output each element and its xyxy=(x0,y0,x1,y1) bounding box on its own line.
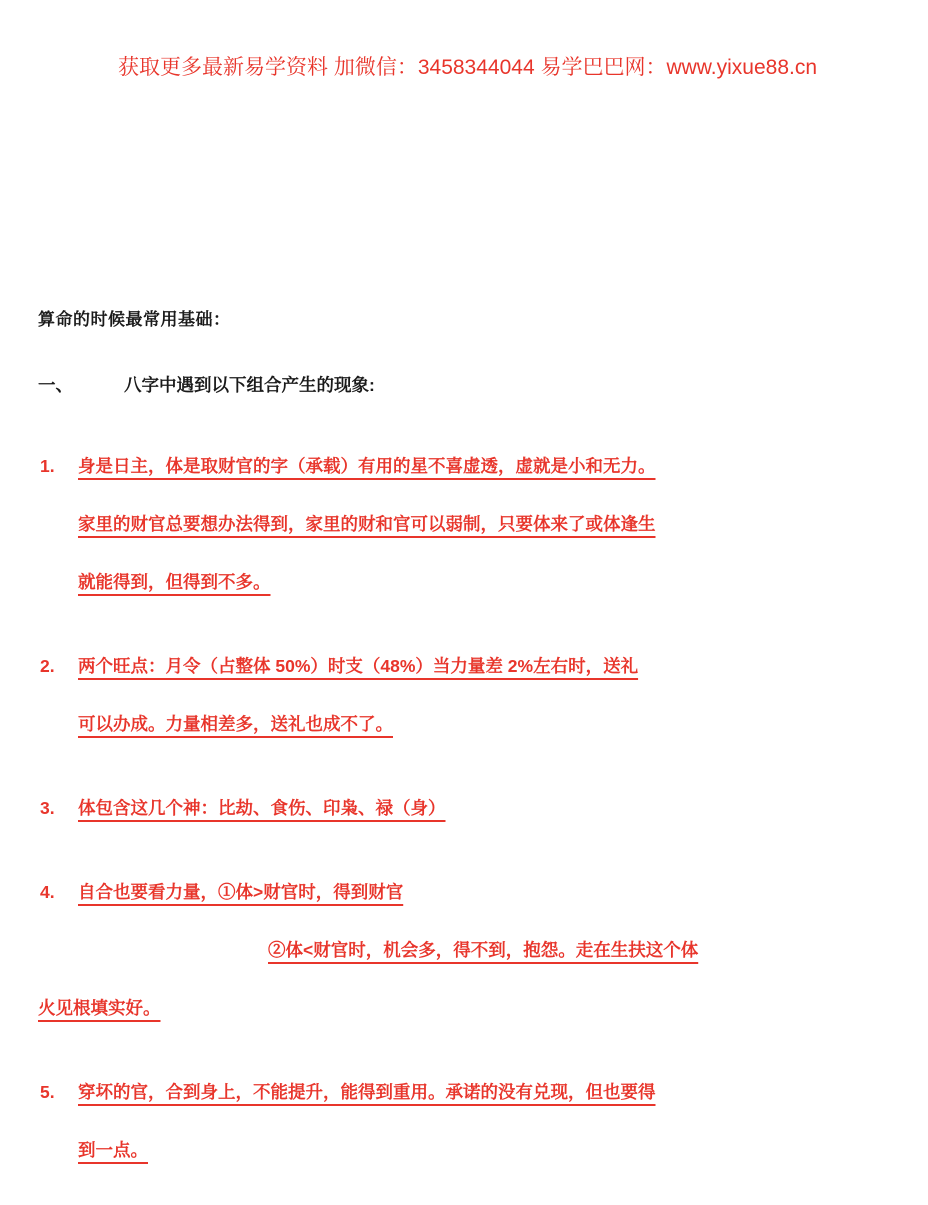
section-heading xyxy=(38,372,896,397)
list-item xyxy=(38,437,896,611)
list-item xyxy=(38,863,896,1037)
list-item-line: 家里的财官总要想办法得到，家里的财和官可以弱制，只要体来了或体逢生 xyxy=(78,514,656,534)
list-item xyxy=(38,637,896,753)
list-item-sub-line: ②体<财官时，机会多，得不到，抱怨。走在生扶这个体 xyxy=(268,940,699,960)
numbered-item-list xyxy=(38,437,896,1179)
list-item xyxy=(38,779,896,837)
list-item-line: 体包含这几个神：比劫、食伤、印枭、禄（身） xyxy=(78,798,446,818)
list-item-marker: 5. xyxy=(40,1082,55,1102)
list-item xyxy=(38,1063,896,1179)
list-item-line: 到一点。 xyxy=(78,1140,148,1160)
list-item-line: 身是日主，体是取财官的字（承载）有用的星不喜虚透，虚就是小和无力。 xyxy=(78,456,656,476)
list-item-line: 自合也要看力量，①体>财官时，得到财官 xyxy=(78,882,404,902)
document-body xyxy=(38,305,896,1205)
section-number: 一、 xyxy=(38,375,73,395)
header-promo-note: 获取更多最新易学资料 加微信：3458344044 易学巴巴网：www.yixue88.cn xyxy=(118,56,818,79)
section-title: 八字中遇到以下组合产生的现象: xyxy=(124,375,375,395)
list-item-line: 可以办成。力量相差多，送礼也成不了。 xyxy=(78,714,393,734)
list-item-continuation-line: 火见根填实好。 xyxy=(38,998,161,1018)
list-item-marker: 4. xyxy=(40,882,55,902)
list-item-marker: 2. xyxy=(40,656,55,676)
list-item-marker: 3. xyxy=(40,798,55,818)
list-item-marker: 1. xyxy=(40,456,55,476)
lead-title: 算命的时候最常用基础： xyxy=(38,310,231,329)
list-item-line: 就能得到，但得到不多。 xyxy=(78,572,271,592)
list-item-line: 穿坏的官，合到身上，不能提升，能得到重用。承诺的没有兑现，但也要得 xyxy=(78,1082,656,1102)
list-item-line: 两个旺点：月令（占整体 50%）时支（48%）当力量差 2%左右时，送礼 xyxy=(78,656,639,676)
